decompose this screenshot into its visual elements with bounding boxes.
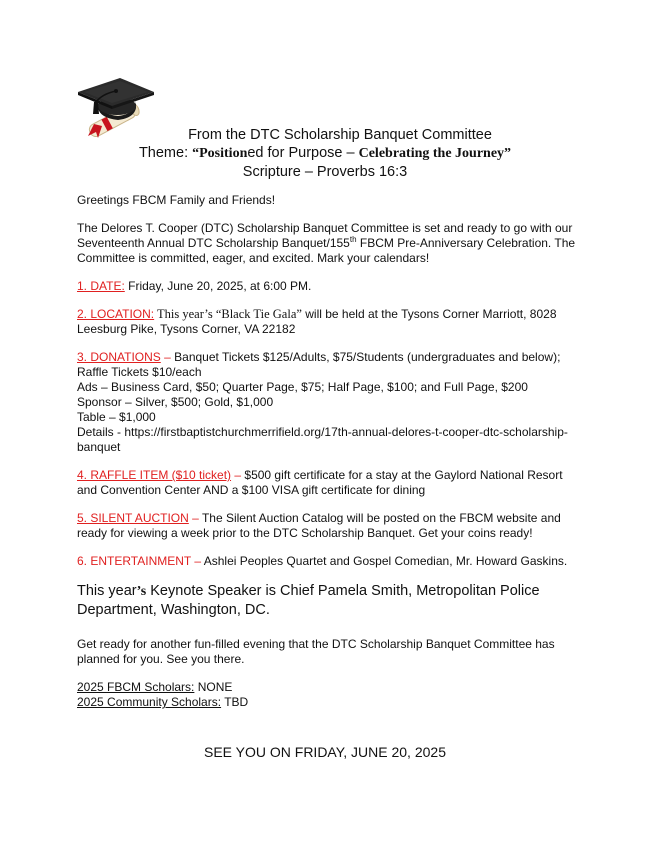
auction-label: 5. SILENT AUCTION	[77, 511, 189, 525]
donations-ads: Ads – Business Card, $50; Quarter Page, $75; Half Page, $100; and Full Page, $200	[77, 380, 528, 394]
entertainment-text: Ashlei Peoples Quartet and Gospel Comedian, Mr. Howard Gaskins.	[203, 554, 568, 568]
raffle-dash: –	[231, 468, 245, 482]
flyer-header	[0, 126, 650, 181]
intro-superscript: th	[349, 235, 357, 244]
keynote-speaker	[77, 582, 582, 619]
donations-section	[77, 350, 582, 455]
theme-journey: Celebrating the Journey”	[358, 146, 512, 161]
donations-dash: –	[160, 350, 175, 364]
entertainment-label: 6. ENTERTAINMENT	[77, 554, 192, 568]
entertainment-dash: –	[191, 554, 204, 568]
intro-text-1: The Delores T. Cooper (DTC) Scholarship Banquet Committee is set and ready to go with our Seventeenth Annual DTC Scholarship Banquet/155	[77, 221, 573, 250]
intro-paragraph	[77, 221, 582, 266]
donations-label: 3. DONATIONS	[77, 350, 161, 364]
theme-quote-start: “Position	[192, 146, 248, 161]
greeting: Greetings FBCM Family and Friends!	[77, 193, 276, 207]
donations-tickets: Banquet Tickets $125/Adults, $75/Students (undergraduates and below); Raffle Tickets $10/each	[77, 350, 561, 379]
theme-line	[0, 144, 650, 163]
raffle-text: $500 gift certificate for a stay at the Gaylord National Resort and Convention Center AND a $100 VISA gift certificate for dining	[77, 468, 563, 497]
donations-sponsor: Sponsor – Silver, $500; Gold, $1,000	[77, 395, 274, 409]
date-section	[77, 279, 582, 294]
flyer-body	[77, 193, 582, 730]
community-scholars-label: 2025 Community Scholars:	[77, 695, 222, 709]
theme-text-purpose: ed for Purpose	[247, 145, 343, 161]
date-label: 1. DATE:	[77, 279, 125, 293]
keynote-apostrophe: ’s	[136, 584, 147, 599]
entertainment-section	[77, 554, 582, 569]
location-gala: This year’s “Black Tie Gala”	[154, 307, 302, 321]
raffle-section	[77, 468, 582, 498]
keynote-text-2: Keynote Speaker is Chief Pamela Smith, Metropolitan Police Department, Washington, DC.	[77, 583, 540, 618]
closing-paragraph: Get ready for another fun-filled evening that the DTC Scholarship Banquet Committee has planned for you. See you there.	[77, 637, 555, 666]
keynote-text-1: This year	[77, 583, 137, 599]
fbcm-scholars-label: 2025 FBCM Scholars:	[77, 680, 195, 694]
scholars-section	[77, 680, 582, 710]
donations-table: Table – $1,000	[77, 410, 156, 424]
auction-dash: –	[188, 511, 202, 525]
theme-prefix: Theme:	[138, 145, 193, 161]
scripture-line: Scripture – Proverbs 16:3	[242, 164, 408, 180]
footer-closing: SEE YOU ON FRIDAY, JUNE 20, 2025	[204, 744, 446, 760]
location-label: 2. LOCATION:	[77, 307, 155, 321]
location-text: will be held at the Tysons Corner Marriott, 8028 Leesburg Pike, Tysons Corner, VA 22182	[77, 307, 557, 336]
intro-text-2: FBCM Pre-Anniversary Celebration. The Committee is committed, eager, and excited. Mark your calendars!	[77, 236, 576, 265]
date-text: Friday, June 20, 2025, at 6:00 PM.	[124, 279, 312, 293]
committee-title: From the DTC Scholarship Banquet Committee	[188, 127, 492, 143]
theme-dash: –	[342, 145, 359, 161]
location-section	[77, 307, 582, 337]
fbcm-scholars-value: NONE	[194, 680, 233, 694]
donations-details: Details - https://firstbaptistchurchmerrifield.org/17th-annual-delores-t-cooper-dtc-scholarship-banquet	[77, 425, 568, 454]
auction-section	[77, 511, 582, 541]
auction-text: The Silent Auction Catalog will be posted on the FBCM website and ready for viewing a week prior to the DTC Scholarship Banquet. Get your coins ready!	[77, 511, 561, 540]
raffle-label: 4. RAFFLE ITEM ($10 ticket)	[77, 468, 232, 482]
community-scholars-value: TBD	[221, 695, 249, 709]
